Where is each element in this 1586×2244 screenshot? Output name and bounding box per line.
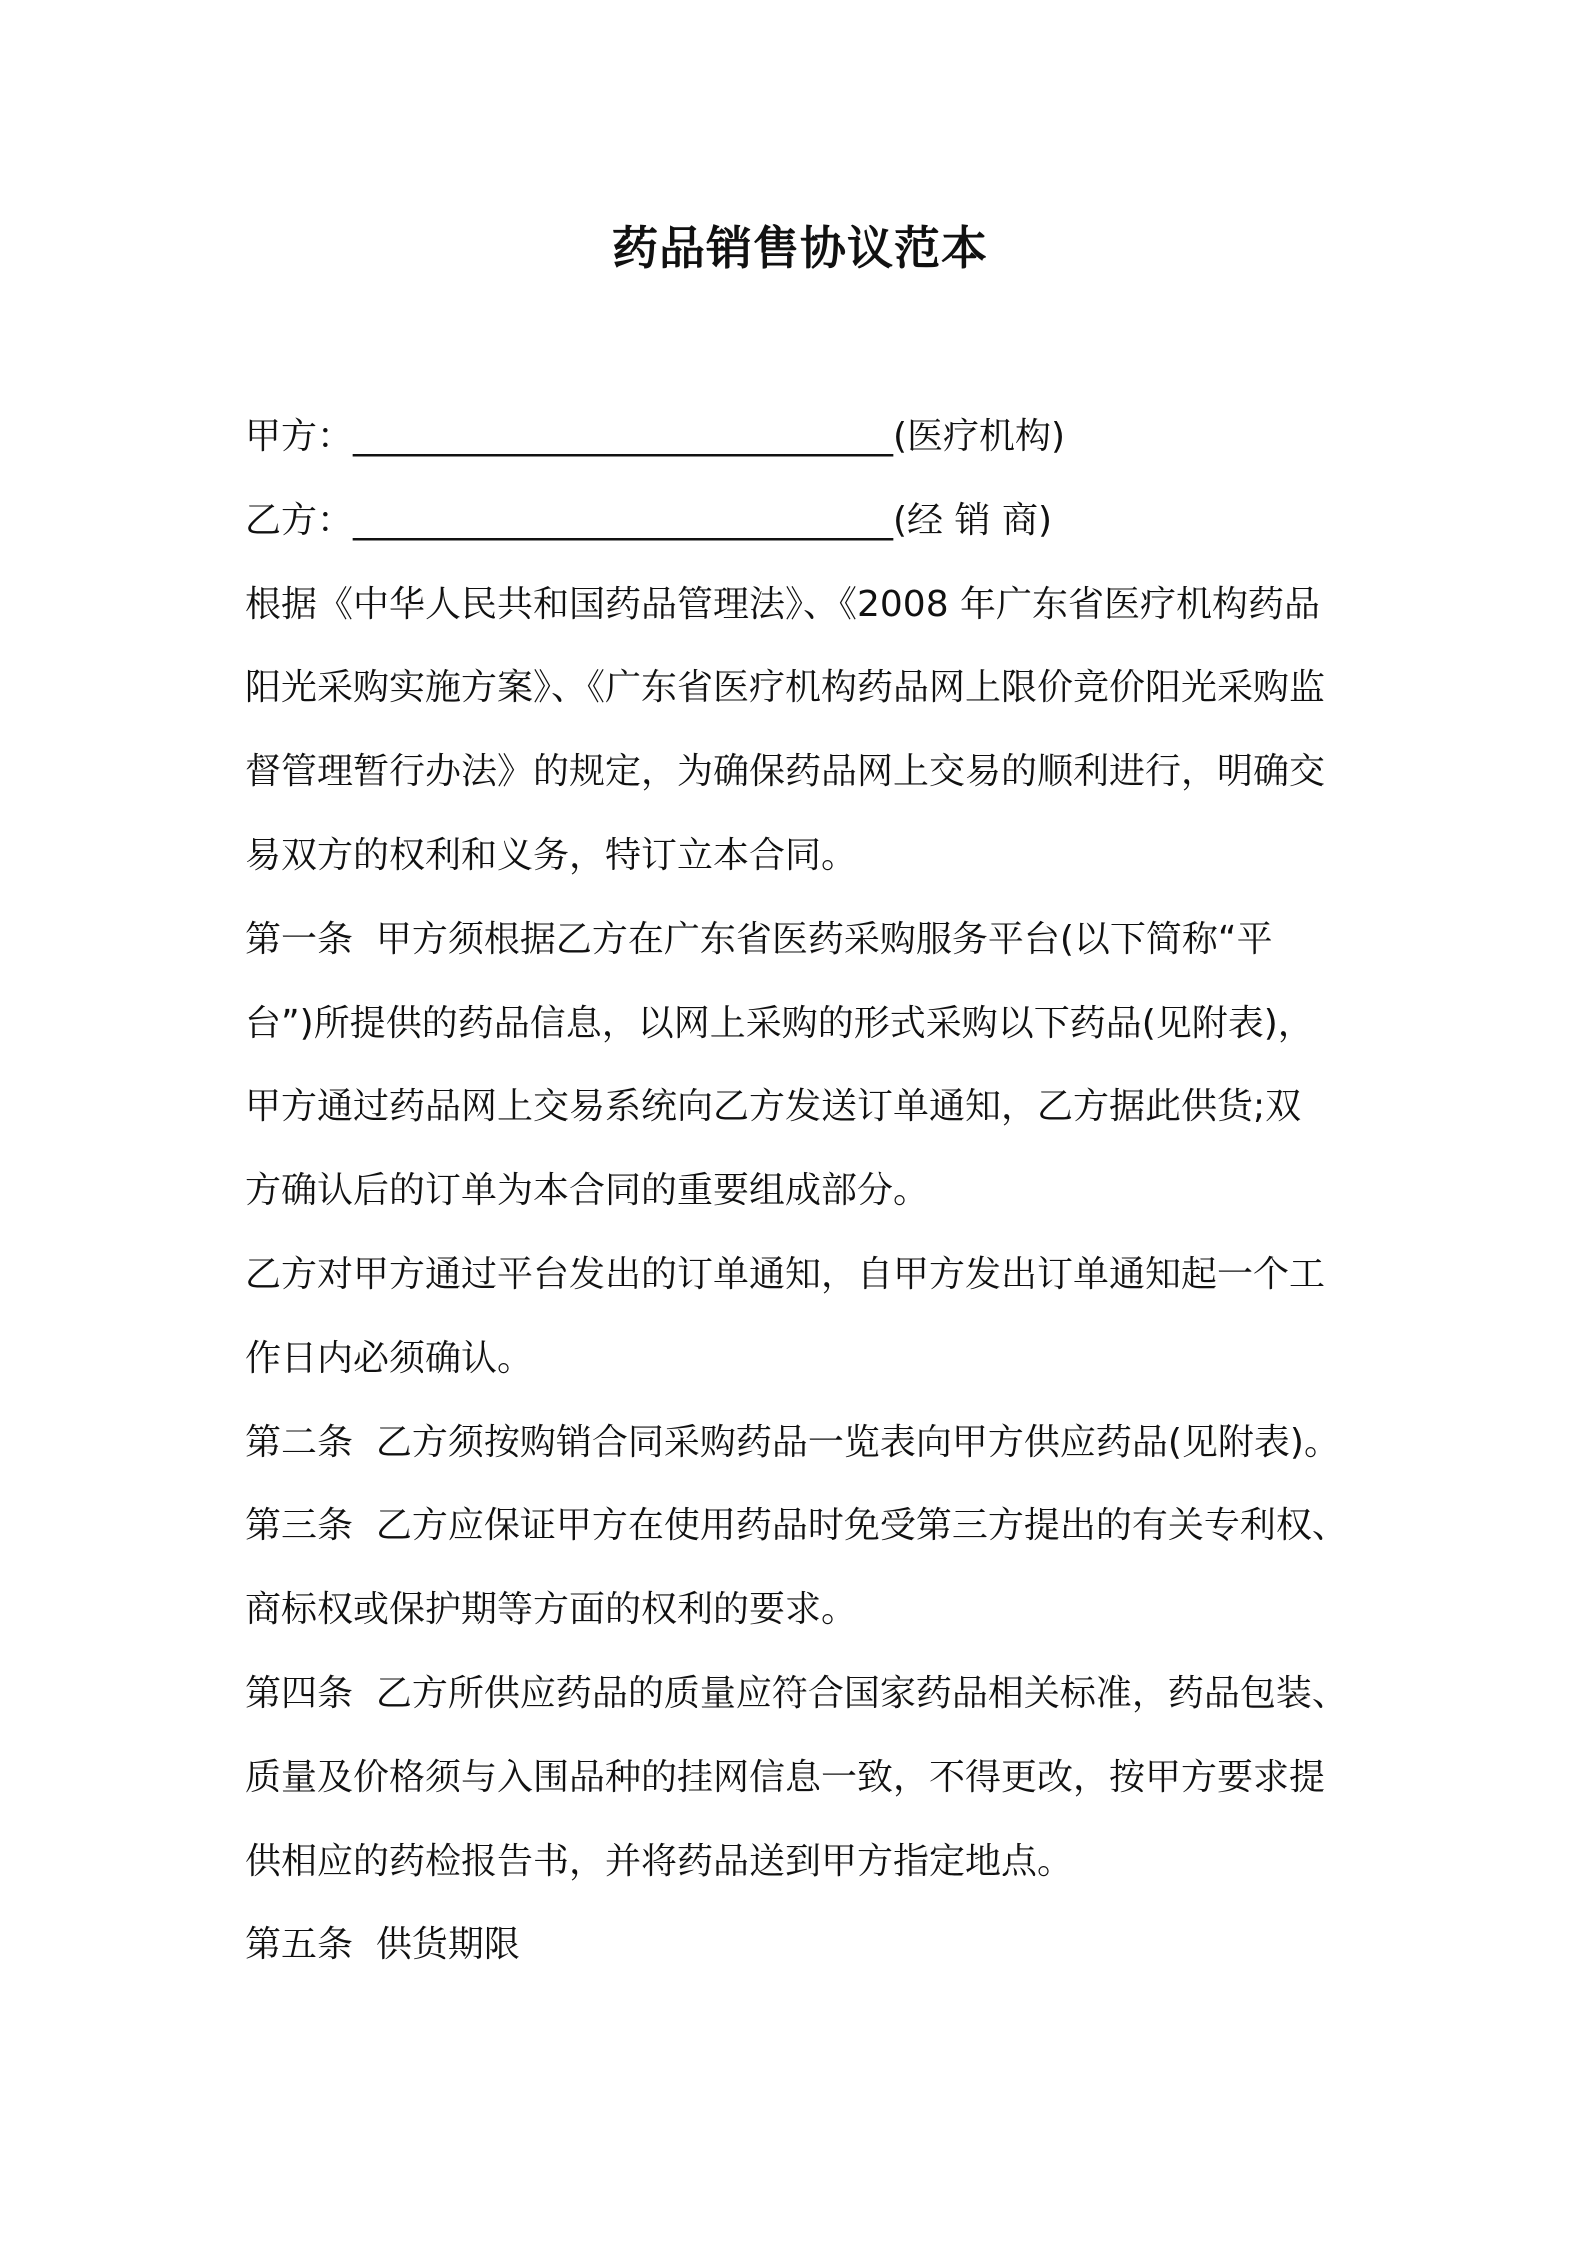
party-b-role: (经 销 商) [893, 499, 1052, 541]
paragraph-line: 督管理暂行办法》的规定，为确保药品网上交易的顺利进行，明确交 [245, 751, 1326, 793]
paragraph-line: 质量及价格须与入围品种的挂网信息一致，不得更改，按甲方要求提 [245, 1756, 1326, 1798]
paragraph-line: 第四条 乙方所供应药品的质量应符合国家药品相关标准，药品包装、 [245, 1672, 1348, 1714]
document-title: 药品销售协议范本 [612, 221, 988, 275]
paragraph-line: 第一条 甲方须根据乙方在广东省医药采购服务平台(以下简称“平 [245, 918, 1273, 960]
paragraph-line: 商标权或保护期等方面的权利的要求。 [245, 1589, 858, 1631]
party-a-label: 甲方： [245, 416, 354, 457]
paragraph-article-5 [245, 1903, 1445, 1987]
paragraph-line: 台”)所提供的药品信息，以网上采购的形式采购以下药品(见附表)， [245, 1002, 1314, 1044]
party-a-line [245, 395, 1445, 479]
paragraph-line: 第三条 乙方应保证甲方在使用药品时免受第三方提出的有关专利权、 [245, 1505, 1348, 1547]
party-a-role: (医疗机构) [893, 416, 1066, 457]
paragraph-line: 方确认后的订单为本合同的重要组成部分。 [245, 1170, 930, 1212]
paragraph-line: 第二条 乙方须按购销合同采购药品一览表向甲方供应药品(见附表)。 [245, 1421, 1340, 1463]
paragraph-article-2 [245, 1401, 1445, 1485]
document-body [245, 395, 1445, 1987]
paragraph-article-3 [245, 1484, 1445, 1652]
party-a-blank: ______________________________ [353, 416, 894, 457]
party-b-line [245, 479, 1445, 563]
paragraph-line: 甲方通过药品网上交易系统向乙方发送订单通知，乙方据此供货;双 [245, 1086, 1302, 1128]
paragraph-article-1 [245, 898, 1445, 1233]
party-b-label: 乙方： [245, 499, 354, 541]
paragraph-article-4 [245, 1652, 1445, 1903]
paragraph-line: 易双方的权利和义务，特订立本合同。 [245, 834, 858, 876]
paragraph-line: 供相应的药检报告书，并将药品送到甲方指定地点。 [245, 1840, 1074, 1882]
paragraph-line: 第五条 供货期限 [245, 1924, 520, 1966]
paragraph-preamble [245, 563, 1445, 898]
paragraph-line: 乙方对甲方通过平台发出的订单通知，自甲方发出订单通知起一个工 [245, 1253, 1326, 1295]
paragraph-line: 根据《中华人民共和国药品管理法》、《2008 年广东省医疗机构药品 [245, 583, 1321, 625]
paragraph-line: 阳光采购实施方案》、《广东省医疗机构药品网上限价竞价阳光采购监 [245, 667, 1326, 709]
paragraph-line: 作日内必须确认。 [245, 1337, 534, 1379]
party-b-blank: ______________________________ [353, 499, 894, 541]
paragraph-order-confirmation [245, 1233, 1445, 1401]
